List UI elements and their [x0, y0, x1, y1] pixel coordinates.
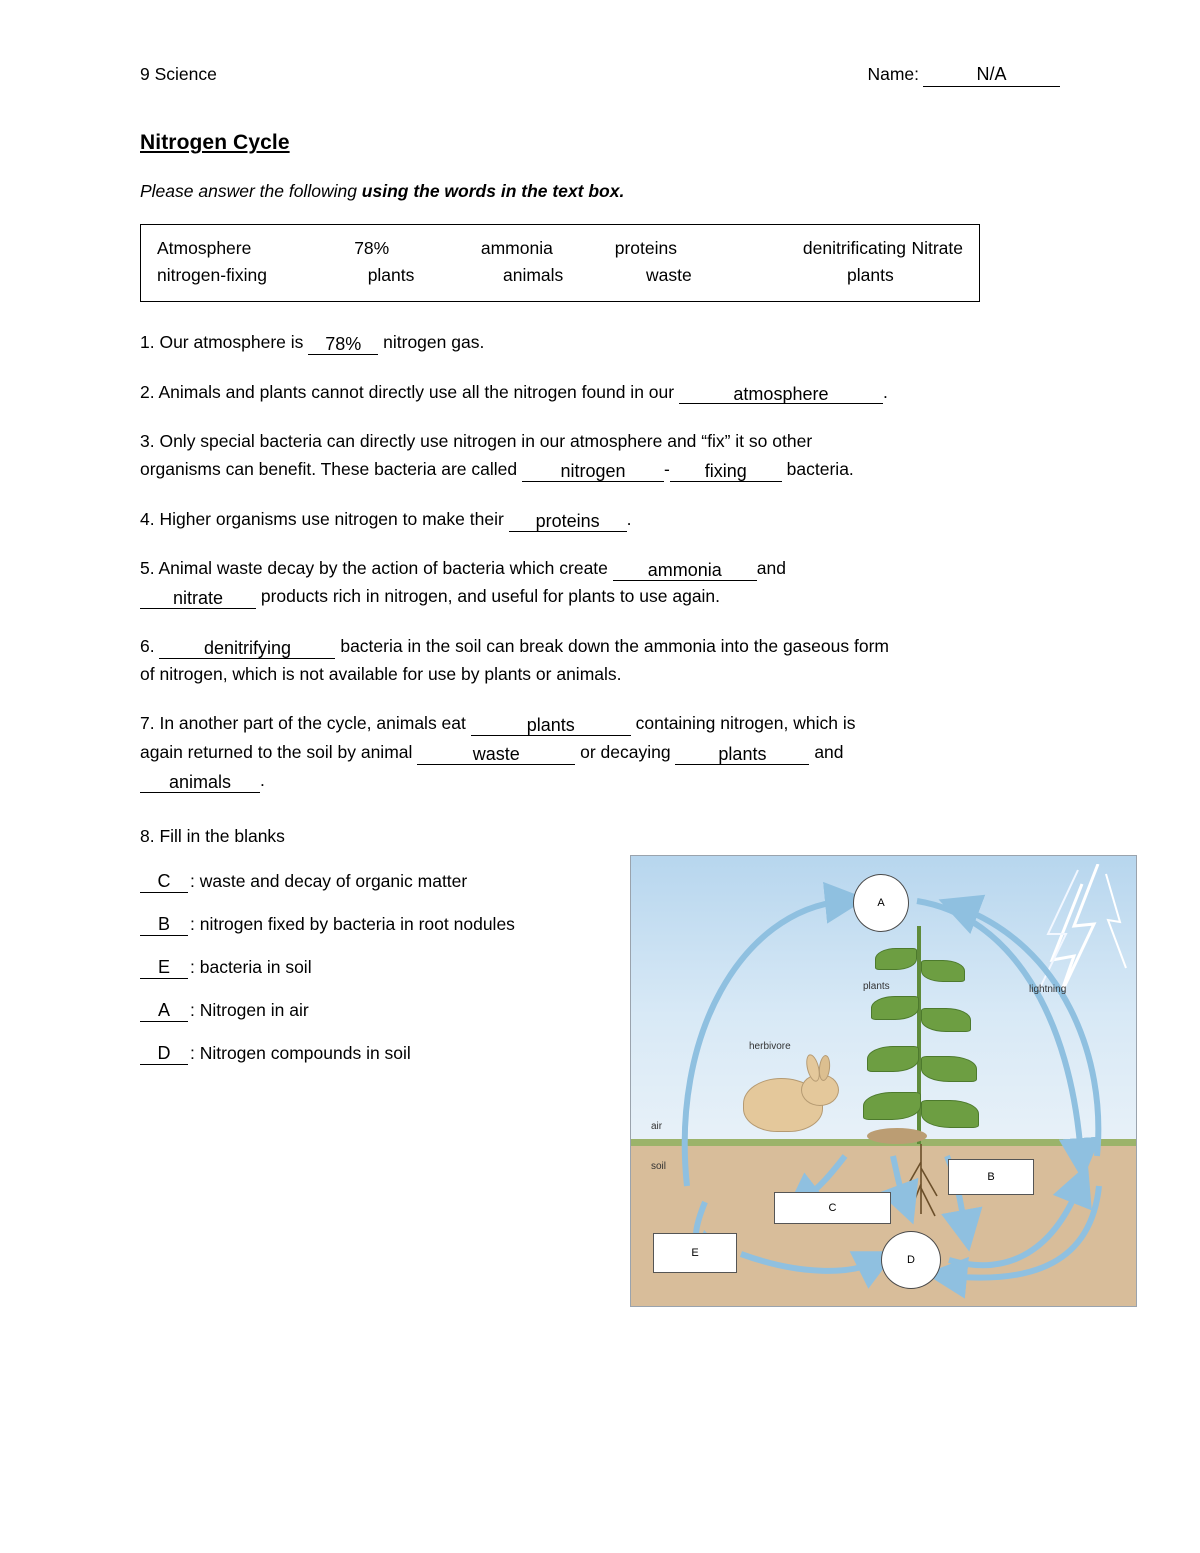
q3-answer-blank-2[interactable]: fixing	[670, 462, 782, 482]
question-1	[140, 328, 1040, 356]
q8-answer-blank-2[interactable]: B	[140, 914, 188, 936]
question-7	[140, 709, 1040, 794]
diagram-node-c[interactable]: C	[774, 1192, 891, 1224]
diagram-label-lightning: lightning	[1029, 984, 1067, 995]
diagram-label-herbivore: herbivore	[749, 1041, 791, 1052]
word-animals: animals	[502, 265, 564, 286]
course-label: 9 Science	[140, 64, 217, 84]
plant-leaf	[921, 1100, 979, 1128]
plant-leaf	[875, 948, 917, 970]
q7-pre: 7. In another part of the cycle, animals eat	[140, 713, 471, 734]
word-waste: waste	[646, 265, 692, 286]
q8-answer-blank-5[interactable]: D	[140, 1043, 188, 1065]
word-nitrate: Nitrate	[911, 238, 963, 258]
q5-post: products rich in nitrogen, and useful for plants to use again.	[256, 586, 721, 607]
q8-answer-blank-3[interactable]: E	[140, 957, 188, 979]
name-label: Name:	[867, 64, 919, 84]
plant-leaf	[921, 1008, 971, 1032]
diagram-label-air: air	[651, 1121, 663, 1132]
word-atmosphere: Atmosphere	[157, 238, 252, 258]
q5-mid: and	[756, 557, 786, 578]
question-5	[140, 554, 1040, 611]
q8-item-text-5: : Nitrogen compounds in soil	[190, 1043, 411, 1064]
q7-mid2: or decaying	[575, 741, 676, 762]
plant-leaf	[871, 996, 919, 1020]
q5-pre: 5. Animal waste decay by the action of bacteria which create	[140, 557, 613, 578]
name-field-group	[867, 64, 1060, 87]
q7-answer-blank-1[interactable]: plants	[471, 716, 631, 736]
q1-post: nitrogen gas.	[378, 332, 485, 353]
question-8-title: 8. Fill in the blanks	[140, 826, 285, 847]
q3-answer-blank-1[interactable]: nitrogen	[522, 462, 664, 482]
soil-background	[631, 1146, 1136, 1306]
name-input-blank[interactable]: N/A	[923, 64, 1060, 87]
plant-roots	[899, 1144, 943, 1220]
document-header	[140, 64, 1060, 87]
q8-item-text-1: : waste and decay of organic matter	[190, 871, 468, 892]
lightning-icon	[978, 864, 1128, 1044]
q3-pre: organisms can benefit. These bacteria are called	[140, 459, 522, 480]
question-4	[140, 505, 1040, 533]
diagram-node-e[interactable]: E	[653, 1233, 737, 1273]
instruction-text	[140, 181, 1060, 202]
q8-item-text-3: : bacteria in soil	[190, 957, 312, 978]
q6-pre: 6.	[140, 635, 160, 656]
q4-pre: 4. Higher organisms use nitrogen to make their	[140, 508, 509, 529]
page-title: Nitrogen Cycle	[140, 131, 290, 154]
diagram-node-a[interactable]: A	[853, 874, 909, 932]
diagram-label-soil: soil	[651, 1161, 667, 1172]
word-78-percent: 78%	[354, 238, 390, 258]
q7-answer-blank-4[interactable]: animals	[140, 773, 260, 793]
word-denitrificating: denitrificating	[802, 238, 907, 258]
q7-answer-blank-3[interactable]: plants	[675, 745, 809, 765]
q3-line1: 3. Only special bacteria can directly use nitrogen in our atmosphere and “fix” it so other	[140, 430, 813, 451]
word-bank	[140, 224, 980, 302]
question-2	[140, 378, 1040, 406]
q5-answer-blank-1[interactable]: ammonia	[613, 561, 757, 581]
q8-answer-blank-1[interactable]: C	[140, 871, 188, 893]
diagram-node-b[interactable]: B	[948, 1159, 1034, 1195]
question-3	[140, 427, 1040, 484]
q4-post: .	[626, 508, 632, 529]
question-6	[140, 632, 1040, 689]
q3-mid: -	[663, 459, 670, 480]
q8-answer-blank-4[interactable]: A	[140, 1000, 188, 1022]
word-bank-row-1	[157, 235, 963, 262]
diagram-node-d[interactable]: D	[881, 1231, 941, 1289]
q5-answer-blank-2[interactable]: nitrate	[140, 589, 256, 609]
word-nitrogen-fixing: nitrogen-fixing	[157, 265, 267, 286]
plant-leaf	[863, 1092, 921, 1120]
q2-post: .	[882, 381, 888, 402]
soil-clump	[867, 1128, 927, 1144]
q3-post: bacteria.	[781, 459, 854, 480]
q7-post: .	[260, 770, 265, 791]
q6-post: bacteria in the soil can break down the ammonia into the gaseous form	[335, 635, 889, 656]
q1-answer-blank[interactable]: 78%	[308, 335, 378, 355]
instruction-prefix: Please answer the following	[140, 181, 362, 201]
instruction-emphasis: using the words in the text box.	[361, 181, 625, 201]
plant-leaf	[921, 1056, 977, 1082]
q7-mid3: and	[809, 741, 844, 762]
word-plants-2: plants	[847, 265, 894, 286]
q6-answer-blank[interactable]: denitrifying	[159, 639, 335, 659]
q7-mid1: containing nitrogen, which is	[630, 713, 856, 734]
q1-pre: 1. Our atmosphere is	[140, 332, 309, 353]
q8-item-text-2: : nitrogen fixed by bacteria in root nodules	[190, 914, 515, 935]
plant-leaf	[921, 960, 965, 982]
word-plants: plants	[367, 265, 415, 286]
word-bank-row-2	[157, 262, 963, 289]
q2-answer-blank[interactable]: atmosphere	[679, 385, 883, 405]
q8-item-text-4: : Nitrogen in air	[190, 1000, 309, 1021]
plant-leaf	[867, 1046, 919, 1072]
q2-pre: 2. Animals and plants cannot directly use all the nitrogen found in our	[140, 381, 679, 402]
word-proteins: proteins	[614, 238, 677, 258]
q6-line2: of nitrogen, which is not available for use by plants or animals.	[140, 664, 622, 684]
nitrogen-cycle-diagram	[630, 855, 1137, 1307]
diagram-label-plants: plants	[863, 981, 890, 992]
q7-line2-pre: again returned to the soil by animal	[140, 741, 418, 762]
q4-answer-blank[interactable]: proteins	[509, 512, 627, 532]
q7-answer-blank-2[interactable]: waste	[417, 745, 575, 765]
word-ammonia: ammonia	[480, 238, 553, 258]
